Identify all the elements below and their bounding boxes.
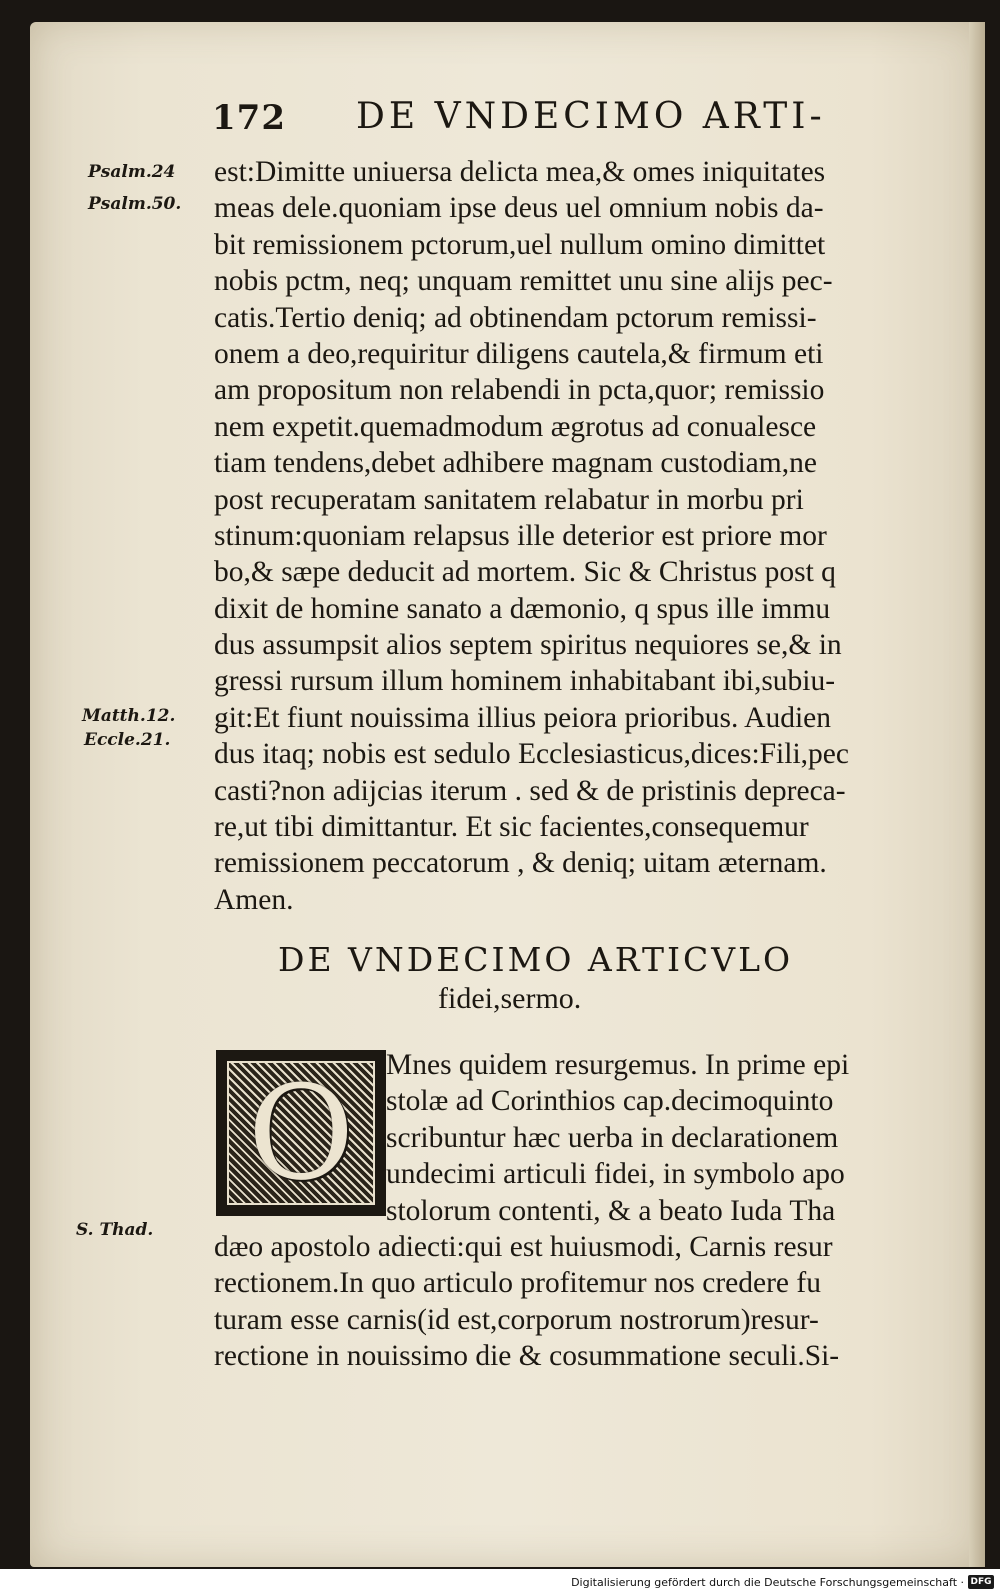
margin-note-psalm24: Psalm.24 <box>88 162 176 182</box>
page-number: 172 <box>212 98 286 138</box>
book-page <box>30 22 985 1567</box>
text-line: Amen. <box>214 883 294 916</box>
text-line: gressi rursum illum hominem inhabitabant ibi,subiu- <box>214 665 836 698</box>
text-line: re,ut tibi dimittantur. Et sic facientes,consequemur <box>214 811 809 844</box>
running-head: DE VNDECIMO ARTI- <box>356 96 826 137</box>
footer-credit: Digitalisierung gefördert durch die Deutsche Forschungsgemeinschaft · <box>571 1576 964 1589</box>
text-line: scribuntur hæc uerba in declarationem <box>386 1121 839 1154</box>
text-line: post recuperatam sanitatem relabatur in morbu pri <box>214 483 804 516</box>
text-line: dæo apostolo adiecti:qui est huiusmodi, Carnis resur <box>214 1230 833 1263</box>
text-line: bo,& sæpe deducit ad mortem. Sic & Christus post q <box>214 556 836 589</box>
text-line: nem expetit.quemadmodum ægrotus ad conualesce <box>214 410 817 443</box>
margin-note-thad: S. Thad. <box>76 1220 154 1240</box>
text-line: stinum:quoniam relapsus ille deterior est priore mor <box>214 519 827 552</box>
text-line: dus assumpsit alios septem spiritus nequiores se,& in <box>214 629 842 662</box>
margin-note-psalm50: Psalm.50. <box>88 194 182 214</box>
margin-note-matth12: Matth.12. <box>82 706 176 726</box>
margin-note-eccle21: Eccle.21. <box>84 730 171 750</box>
dfg-logo-icon: DFG <box>968 1575 994 1589</box>
text-line: stolæ ad Corinthios cap.decimoquinto <box>386 1085 834 1118</box>
text-line: meas dele.quoniam ipse deus uel omnium nobis da- <box>214 192 824 225</box>
text-line: catis.Tertio deniq; ad obtinendam pctorum remissi- <box>214 301 817 334</box>
text-line: est:Dimitte uniuersa delicta mea,& omes iniquitates <box>214 156 826 188</box>
text-line: tiam tendens,debet adhibere magnam custodiam,ne <box>214 447 817 480</box>
text-line: rectionem.In quo articulo profitemur nos credere fu <box>214 1267 821 1300</box>
section-subtitle: fidei,sermo. <box>438 982 582 1015</box>
body-text <box>214 154 934 918</box>
text-line: remissionem peccatorum , & deniq; uitam æternam. <box>214 847 827 880</box>
text-line: rectione in nouissimo die & cosummatione seculi.Si- <box>214 1340 840 1373</box>
text-line: casti?non adijcias iterum . sed & de pristinis depreca- <box>214 774 846 807</box>
page-gutter <box>969 22 985 1567</box>
footer-bar <box>0 1569 1000 1593</box>
text-line: dixit de homine sanato a dæmonio, q spus ille immu <box>214 592 831 625</box>
text-line: dus itaq; nobis est sedulo Ecclesiasticus,dices:Fili,pec <box>214 738 849 771</box>
text-line: am propositum non relabendi in pcta,quor; remissio <box>214 374 825 407</box>
text-line: undecimi articuli fidei, in symbolo apo <box>386 1158 845 1191</box>
text-line: onem a deo,requiritur diligens cautela,& firmum eti <box>214 337 824 370</box>
text-line: bit remissionem pctorum,uel nullum omino dimittet <box>214 228 826 261</box>
section-title: DE VNDECIMO ARTICVLO <box>278 940 794 979</box>
paragraph-two <box>214 1047 934 1375</box>
text-line: git:Et fiunt nouissima illius peiora prioribus. Audien <box>214 701 831 734</box>
text-line: Mnes quidem resurgemus. In prime epi <box>386 1049 850 1081</box>
initial-letter: O <box>247 1057 355 1209</box>
text-line: nobis pctm, neq; unquam remittet unu sine alijs pec- <box>214 265 833 298</box>
text-line: turam esse carnis(id est,corporum nostrorum)resur- <box>214 1303 819 1336</box>
text-line: stolorum contenti, & a beato Iuda Tha <box>386 1194 836 1227</box>
